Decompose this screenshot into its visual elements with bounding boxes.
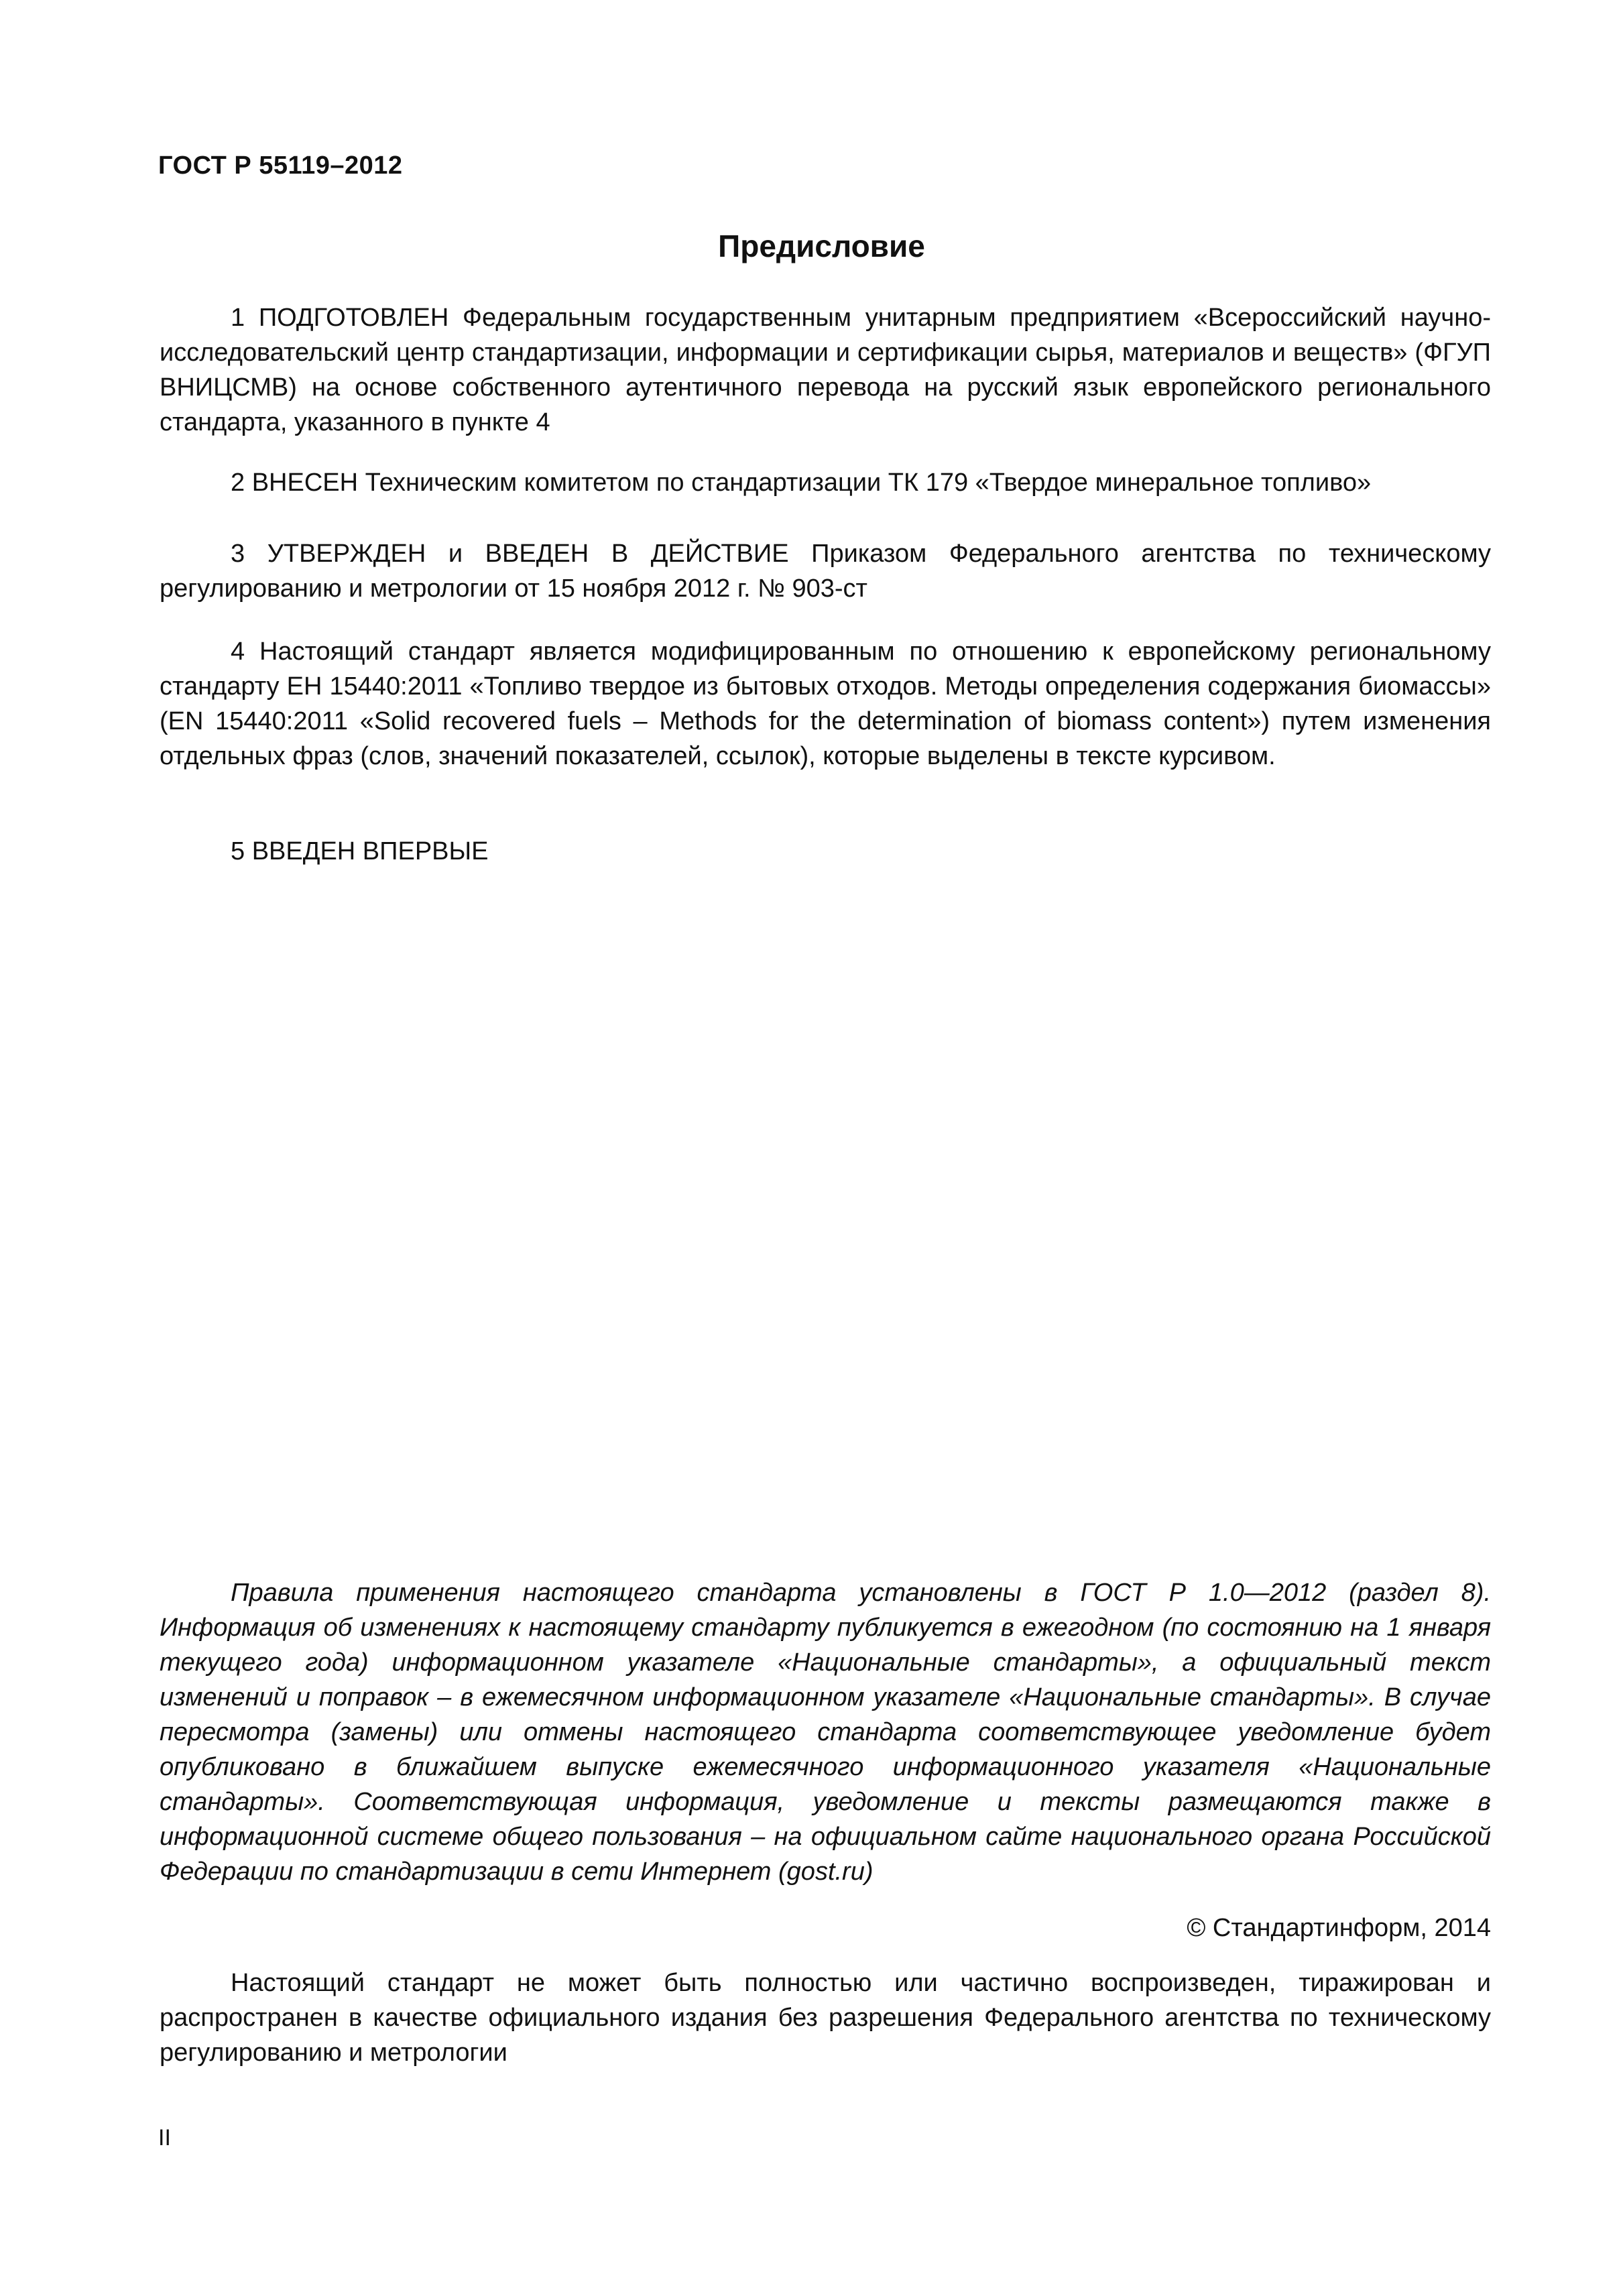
paragraph-3-text: 3 УТВЕРЖДЕН и ВВЕДЕН В ДЕЙСТВИЕ Приказом Федерального агентства по техническому регулированию и метрологии от 15 ноября 2012 г. № 903-ст	[160, 540, 1491, 603]
notice-text: Правила применения настоящего стандарта установлены в ГОСТ Р 1.0—2012 (раздел 8). Информация об изменениях к настоящему стандарту публикуется в ежегодном (по состоянию на 1 января текущего года) информационном указателе «Национальные стандарты», а официальный текст изменений и поправок – в ежемесячном информационном указателе «Национальные стандарты». В случае пересмотра (замены) или отмены настоящего стандарта соответствующее уведомление будет опубликовано в ближайшем выпуске ежемесячного информационного указателя «Национальные стандарты». Соответствующая информация, уведомление и тексты размещаются также в информационной системе общего пользования – на официальном сайте национального органа Российской Федерации по стандартизации в сети Интернет (gost.ru)	[160, 1579, 1491, 1886]
section-title-text: Предисловие	[718, 229, 925, 263]
paragraph-5-text: 5 ВВЕДЕН ВПЕРВЫЕ	[231, 837, 489, 865]
reproduction-rights	[160, 1966, 1491, 2070]
section-title	[0, 228, 1623, 264]
application-rules-notice	[160, 1575, 1491, 1889]
paragraph-3	[160, 536, 1491, 606]
paragraph-1	[160, 300, 1491, 440]
paragraph-4-text: 4 Настоящий стандарт является модифицированным по отношению к европейскому региональному стандарту ЕН 15440:2011 «Топливо твердое из бытовых отходов. Методы определения содержания биомассы» (EN 15440:2011 «Solid recovered fuels – Methods for the determination of biomass content») путем изменения отдельных фраз (слов, значений показателей, ссылок), которые выделены в тексте курсивом.	[160, 638, 1491, 770]
document-id-header: ГОСТ Р 55119–2012	[158, 152, 403, 180]
paragraph-5	[160, 834, 1491, 869]
paragraph-4	[160, 634, 1491, 774]
page-number: II	[158, 2125, 171, 2151]
paragraph-1-text: 1 ПОДГОТОВЛЕН Федеральным государственным унитарным предприятием «Всероссийский научно-исследовательский центр стандартизации, информации и сертификации сырья, материалов и веществ» (ФГУП ВНИЦСМВ) на основе собственного аутентичного перевода на русский язык европейского регионального стандарта, указанного в пункте 4	[160, 304, 1491, 436]
paragraph-2-text: 2 ВНЕСЕН Техническим комитетом по стандартизации ТК 179 «Твердое минеральное топливо»	[231, 469, 1372, 497]
rights-text: Настоящий стандарт не может быть полностью или частично воспроизведен, тиражирован и распространен в качестве официального издания без разрешения Федерального агентства по техническому регулированию и метрологии	[160, 1969, 1491, 2067]
paragraph-2	[160, 465, 1491, 500]
copyright-line: © Стандартинформ, 2014	[1187, 1914, 1491, 1942]
